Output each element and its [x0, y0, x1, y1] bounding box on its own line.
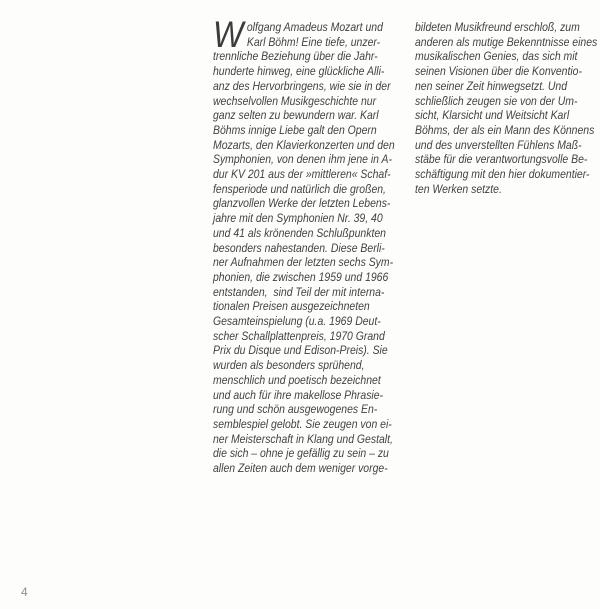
paragraph-left — [213, 14, 395, 476]
text-line: Mozarts, den Klavierkonzerten und den — [213, 137, 395, 152]
text-line: Böhms innige Liebe galt den Opern — [213, 122, 377, 137]
text-line: ner Meisterschaft in Klang und Gestalt, — [213, 431, 393, 446]
text-line: menschlich und poetisch bezeichnet — [213, 372, 381, 387]
text-line: scher Schallplattenpreis, 1970 Grand — [213, 328, 385, 343]
text-line: und auch für ihre makellose Phrasie- — [213, 387, 384, 402]
text-line: seinen Visionen über die Konventio- — [415, 64, 582, 79]
text-line: musikalischen Genies, das sich mit — [415, 49, 578, 64]
text-line: die sich – ohne je gefällig zu sein – zu — [213, 446, 389, 461]
text-line: rung und schön ausgewogenes En- — [213, 402, 378, 417]
text-line: fensperiode und natürlich die großen, — [213, 181, 386, 196]
text-line: Gesamteinspielung (u.a. 1969 Deut- — [213, 314, 381, 329]
text-line: sicht, Klarsicht und Weitsicht Karl — [415, 108, 570, 123]
drop-cap: W — [213, 14, 244, 55]
text-line: wechselvollen Musikgeschichte nur — [213, 93, 377, 108]
text-column-right — [415, 20, 598, 196]
text-column-left — [213, 14, 395, 476]
text-line: anderen als mutige Bekenntnisse eines — [415, 34, 598, 49]
text-line: hunderte hinweg, eine glückliche Alli- — [213, 64, 385, 79]
text-line: Symphonien, von denen ihm jene in A- — [213, 152, 392, 167]
text-line: jahre mit den Symphonien Nr. 39, 40 — [213, 211, 383, 226]
text-line: allen Zeiten auch dem weniger vorge- — [213, 461, 388, 476]
text-line: entstanden, sind Teil der mit interna- — [213, 284, 385, 299]
text-line: tionalen Preisen ausgezeichneten — [213, 299, 370, 314]
text-line: besonders nahestanden. Diese Berli- — [213, 240, 385, 255]
text-line: nen seiner Zeit hinwegsetzt. Und — [415, 78, 568, 93]
text-line: glanzvollen Werke der letzten Lebens- — [213, 196, 391, 211]
text-line: wurden als besonders sprühend, — [213, 358, 365, 373]
text-line: ner Aufnahmen der letzten sechs Sym- — [213, 255, 394, 270]
text-line: trennliche Beziehung über die Jahr- — [213, 49, 378, 64]
text-line: phonien, die zwischen 1959 und 1966 — [213, 269, 389, 284]
text-line: bildeten Musikfreund erschloß, zum — [415, 20, 580, 34]
text-line: Karl Böhm! Eine tiefe, unzer- — [246, 34, 381, 49]
text-line: und 41 als krönenden Schlußpunkten — [213, 225, 386, 240]
text-line: anz des Hervorbringens, wie sie in der — [213, 78, 391, 93]
text-line: ganz selten zu bewundern war. Karl — [213, 108, 379, 123]
text-line: stäbe für die verantwortungsvolle Be- — [415, 152, 588, 167]
text-line: schäftigung mit den hier dokumentier- — [415, 167, 590, 182]
text-line: semblespiel gelobt. Sie zeugen von ei- — [213, 416, 392, 431]
text-line: Prix du Disque und Edison-Preis). Sie — [213, 343, 388, 358]
text-line: olfgang Amadeus Mozart und — [246, 20, 383, 34]
text-line: Böhms, der als ein Mann des Könnens — [415, 122, 595, 137]
text-line: und des unverstellten Fühlens Maß- — [415, 137, 582, 152]
page-number: 4 — [21, 585, 28, 599]
text-line: ten Werken setzte. — [415, 181, 502, 196]
text-line: schließlich zeugen sie von der Um- — [415, 93, 578, 108]
text-line: dur KV 201 aus der »mittleren« Schaf- — [213, 167, 391, 182]
paragraph-right — [415, 20, 598, 196]
